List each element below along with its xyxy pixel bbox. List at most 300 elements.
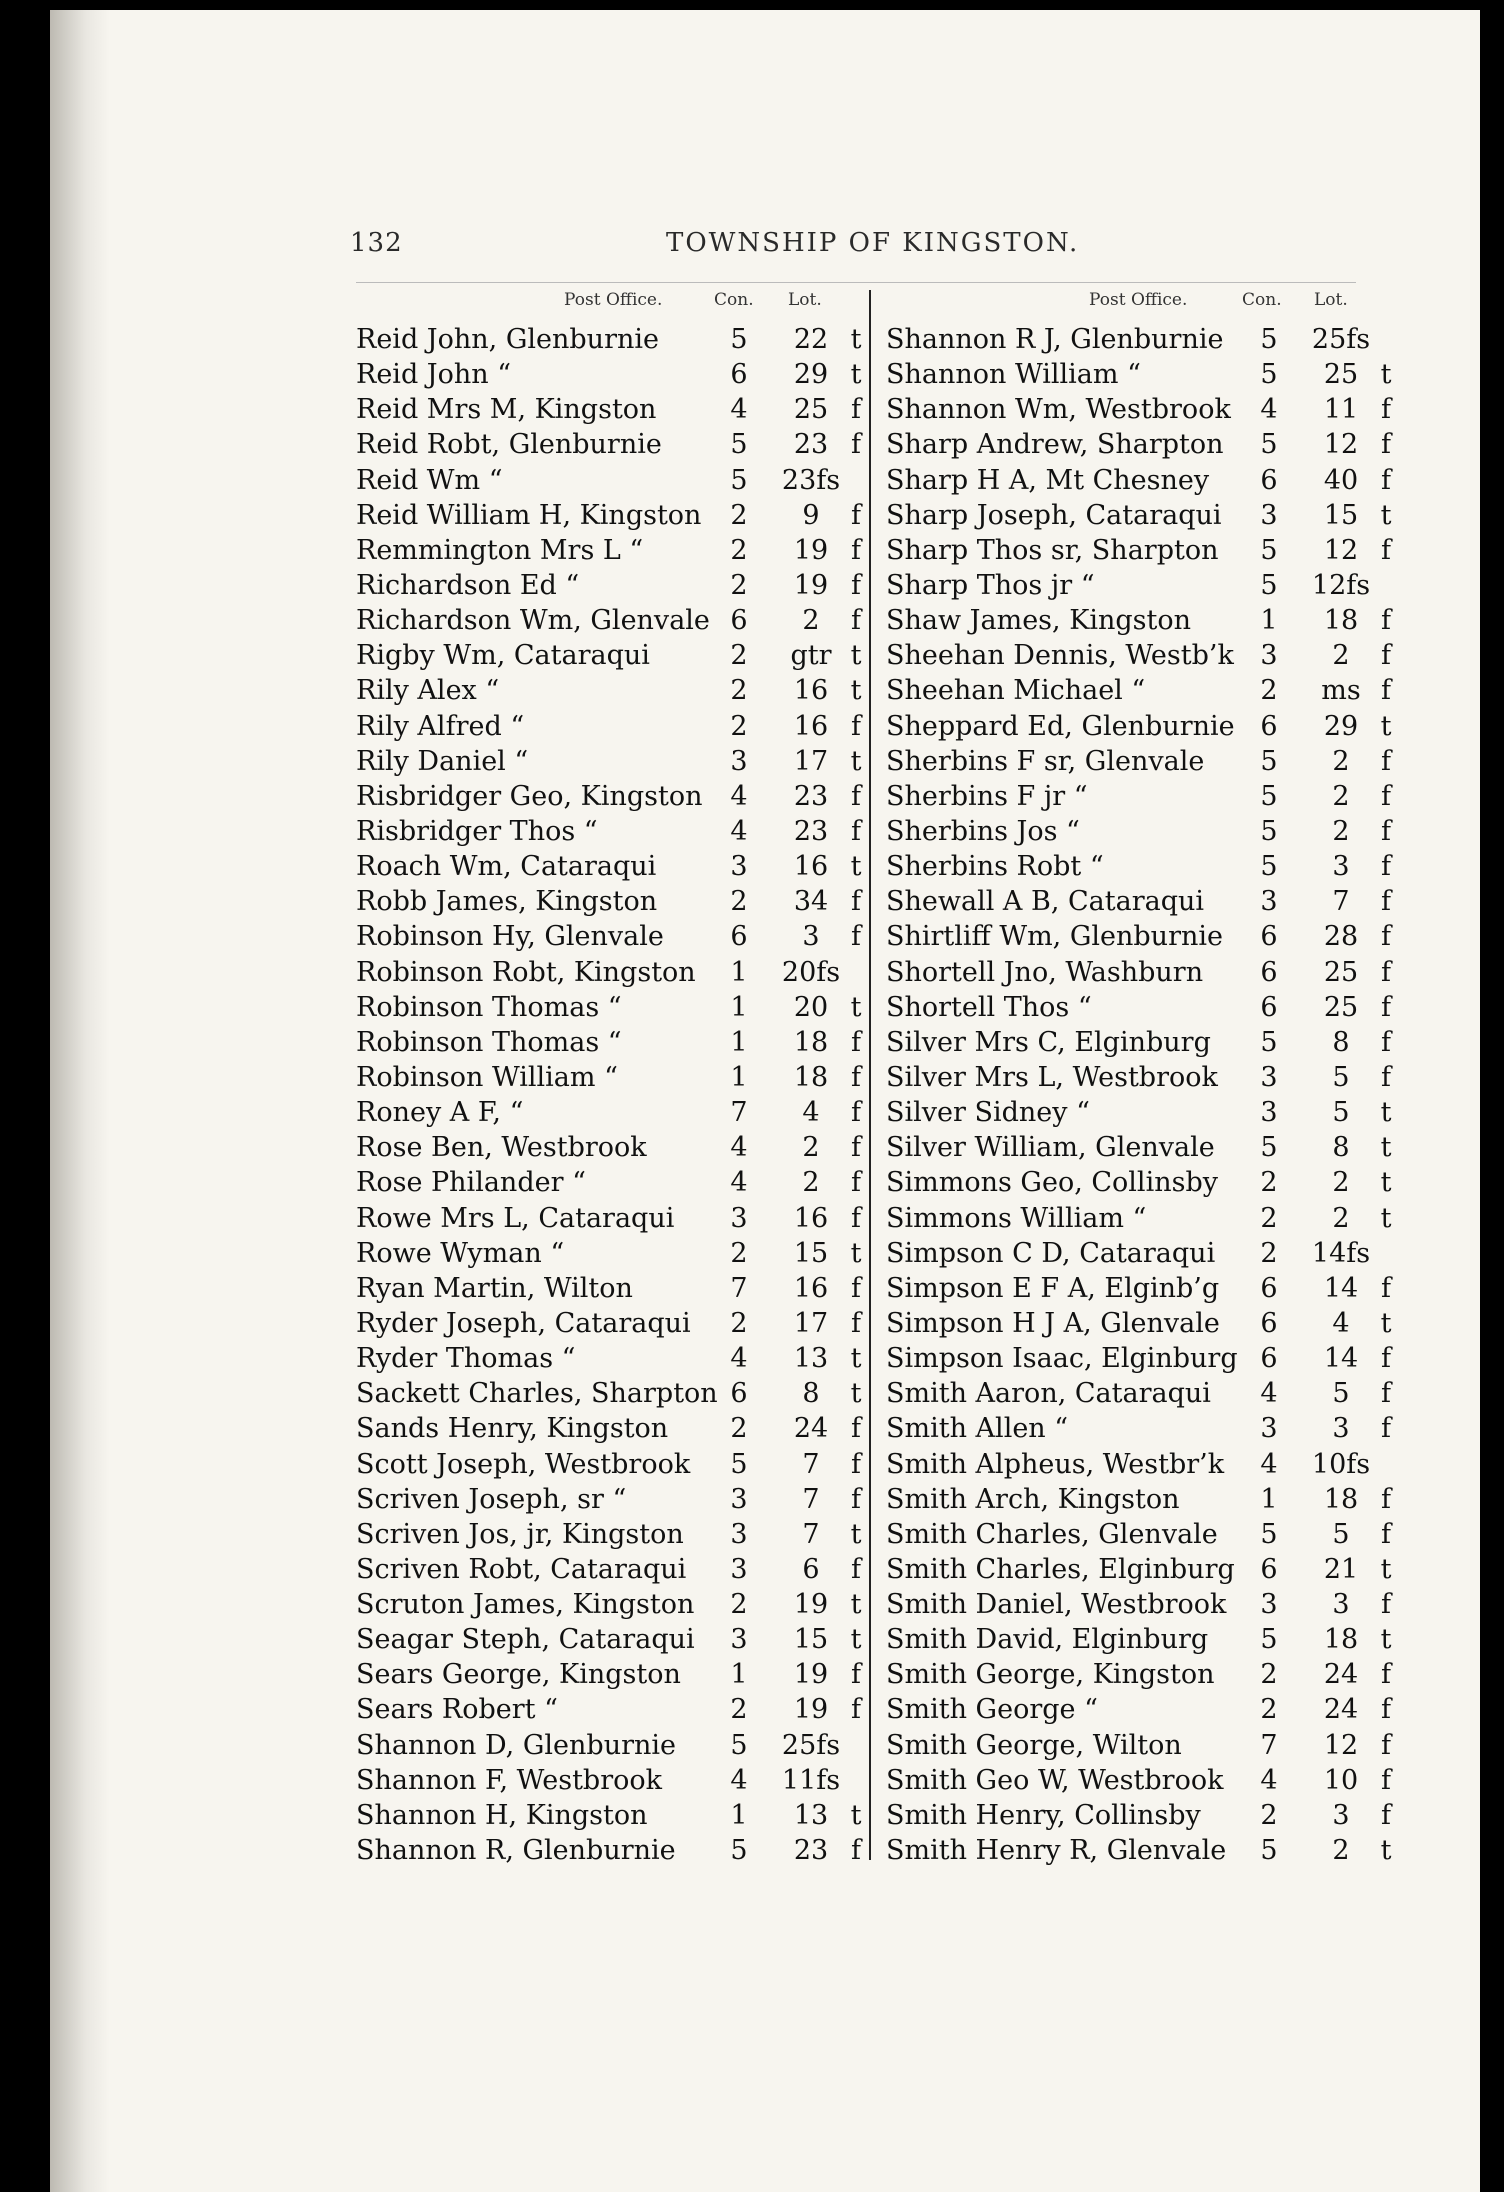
entry-type: f: [1381, 640, 1391, 672]
entry-con: 5: [1260, 780, 1278, 812]
entry-type: t: [850, 1799, 862, 1831]
entry-lot: 15: [793, 1624, 829, 1656]
entry-name: Silver Mrs C, Elginburg: [886, 1026, 1211, 1058]
directory-entry: [886, 357, 1394, 392]
entry-name: Risbridger Geo, Kingston: [356, 780, 703, 812]
entry-name: Scruton James, Kingston: [356, 1589, 695, 1621]
directory-entry: [886, 1482, 1394, 1517]
directory-entry: [886, 1341, 1394, 1376]
entry-type: t: [850, 1343, 862, 1375]
entry-type: f: [851, 815, 861, 847]
entry-name: Shirtliff Wm, Glenburnie: [886, 921, 1223, 953]
post-office-heading: Post Office.: [1089, 290, 1188, 310]
directory-entry: [886, 1165, 1394, 1200]
directory-entry: [886, 1833, 1394, 1868]
entry-lot: 25: [1323, 991, 1359, 1023]
entry-con: 1: [730, 1026, 748, 1058]
entry-type: t: [850, 1378, 862, 1410]
page-number: 132: [350, 228, 403, 258]
entry-type: t: [850, 324, 862, 355]
entry-type: t: [1380, 1624, 1392, 1656]
entry-lot: 24: [1323, 1694, 1359, 1726]
entry-con: 5: [730, 1835, 748, 1867]
entry-name: Scott Joseph, Westbrook: [356, 1448, 691, 1480]
directory-entry: [886, 1692, 1394, 1727]
entry-con: 5: [730, 464, 748, 496]
entry-type: f: [1381, 991, 1391, 1023]
entry-name: Shewall A B, Cataraqui: [886, 886, 1205, 918]
directory-entry: [356, 1728, 862, 1763]
entry-con: 3: [730, 1483, 748, 1515]
entry-type: f: [1381, 394, 1391, 426]
entry-name: Simpson C D, Cataraqui: [886, 1237, 1216, 1269]
entry-type: f: [1381, 1343, 1391, 1375]
entry-name: Smith Charles, Elginburg: [886, 1553, 1235, 1585]
entry-name: Rily Daniel “: [356, 745, 529, 777]
entry-con: 3: [730, 851, 748, 883]
entry-type: f: [1381, 1694, 1391, 1726]
entry-lot: 16: [793, 710, 829, 742]
directory-entry: [886, 1622, 1394, 1657]
entry-name: Rose Philander “: [356, 1167, 586, 1199]
entry-lot: 14fs: [1311, 1237, 1371, 1269]
entry-con: 1: [730, 991, 748, 1023]
directory-entry: [886, 603, 1394, 638]
entry-name: Robinson William “: [356, 1061, 618, 1093]
entry-lot: 3: [1332, 851, 1350, 883]
entry-lot: 8: [1332, 1026, 1350, 1058]
header-rule: [356, 282, 1356, 283]
directory-entry: [886, 744, 1394, 779]
left-column: [356, 286, 862, 1868]
entry-con: 7: [1260, 1729, 1278, 1761]
entry-name: Smith Aaron, Cataraqui: [886, 1378, 1211, 1410]
entry-con: 5: [1260, 534, 1278, 566]
directory-entry: [356, 1657, 862, 1692]
entry-type: f: [851, 710, 861, 742]
entry-name: Sackett Charles, Sharpton: [356, 1378, 718, 1410]
entry-con: 5: [1260, 1624, 1278, 1656]
entry-type: f: [1381, 534, 1391, 566]
directory-entry: [886, 1060, 1394, 1095]
entry-lot: 9: [802, 499, 820, 531]
directory-entry: [356, 1411, 862, 1446]
directory-entry: [886, 568, 1394, 603]
directory-entry: [356, 1376, 862, 1411]
directory-entry: [886, 1587, 1394, 1622]
entry-name: Shortell Jno, Washburn: [886, 956, 1204, 988]
directory-entry: [886, 1517, 1394, 1552]
entry-type: f: [851, 921, 861, 953]
entry-con: 2: [730, 886, 748, 918]
right-entry-list: [886, 322, 1394, 1868]
entry-type: f: [851, 780, 861, 812]
entry-type: t: [1380, 1097, 1392, 1129]
entry-type: f: [851, 429, 861, 461]
entry-con: 4: [730, 394, 748, 426]
page-header: [350, 228, 1500, 268]
entry-name: Scriven Joseph, sr “: [356, 1483, 627, 1515]
entry-type: f: [1381, 1799, 1391, 1831]
entry-type: f: [851, 1307, 861, 1339]
entry-name: Ryder Joseph, Cataraqui: [356, 1307, 691, 1339]
directory-entry: [886, 779, 1394, 814]
entry-name: Smith George, Kingston: [886, 1659, 1215, 1691]
entry-lot: 14: [1323, 1343, 1359, 1375]
con-heading: Con.: [1242, 290, 1282, 310]
entry-lot: 20: [793, 991, 829, 1023]
entry-lot: 18: [793, 1061, 829, 1093]
lot-heading: Lot.: [1314, 290, 1348, 310]
entry-lot: 2: [1332, 745, 1350, 777]
entry-con: 6: [1260, 1553, 1278, 1585]
entry-con: 3: [730, 1553, 748, 1585]
entry-name: Sharp Thos jr “: [886, 569, 1095, 601]
entry-type: f: [851, 1167, 861, 1199]
directory-entry: [356, 1201, 862, 1236]
entry-type: f: [851, 1553, 861, 1585]
entry-con: 5: [1260, 359, 1278, 391]
entry-con: 2: [1260, 1202, 1278, 1234]
entry-name: Robb James, Kingston: [356, 886, 658, 918]
entry-lot: 17: [793, 745, 829, 777]
entry-name: Smith Allen “: [886, 1413, 1069, 1445]
entry-name: Risbridger Thos “: [356, 815, 598, 847]
entry-name: Sands Henry, Kingston: [356, 1413, 669, 1445]
directory-entry: [356, 1130, 862, 1165]
entry-type: f: [851, 1202, 861, 1234]
entry-type: t: [850, 1237, 862, 1269]
entry-type: t: [1380, 359, 1392, 391]
entry-con: 5: [1260, 569, 1278, 601]
entry-lot: 23: [793, 1835, 829, 1867]
directory-entry: [886, 1201, 1394, 1236]
entry-con: 7: [730, 1097, 748, 1129]
directory-entry: [356, 322, 862, 357]
entry-type: f: [1381, 780, 1391, 812]
entry-type: f: [1381, 815, 1391, 847]
entry-con: 3: [1260, 1589, 1278, 1621]
directory-entry: [356, 673, 862, 708]
entry-type: f: [851, 1835, 861, 1867]
entry-lot: 2: [802, 1132, 820, 1164]
entry-lot: 12: [1323, 1729, 1359, 1761]
entry-name: Reid John “: [356, 359, 512, 391]
entry-name: Robinson Robt, Kingston: [356, 956, 696, 988]
entry-lot: 11: [1323, 394, 1359, 426]
entry-lot: 7: [802, 1483, 820, 1515]
directory-entry: [886, 955, 1394, 990]
entry-type: t: [850, 640, 862, 672]
entry-con: 4: [730, 1343, 748, 1375]
entry-lot: 2: [1332, 815, 1350, 847]
entry-name: Shannon F, Westbrook: [356, 1764, 662, 1796]
entry-type: f: [1381, 1061, 1391, 1093]
entry-type: f: [1381, 1589, 1391, 1621]
directory-entry: [356, 1763, 862, 1798]
entry-con: 6: [1260, 1307, 1278, 1339]
entry-con: 1: [1260, 1483, 1278, 1515]
entry-con: 2: [1260, 1694, 1278, 1726]
directory-entry: [886, 673, 1394, 708]
entry-con: 2: [730, 675, 748, 707]
entry-lot: 3: [1332, 1589, 1350, 1621]
entry-lot: 10: [1323, 1764, 1359, 1796]
directory-entry: [886, 392, 1394, 427]
entry-lot: 4: [802, 1097, 820, 1129]
directory-entry: [886, 1798, 1394, 1833]
entry-name: Rigby Wm, Cataraqui: [356, 640, 650, 672]
entry-lot: 23: [793, 780, 829, 812]
entry-name: Sherbins Robt “: [886, 851, 1104, 883]
entry-con: 6: [1260, 956, 1278, 988]
directory-entry: [886, 322, 1394, 357]
entry-con: 5: [730, 1448, 748, 1480]
entry-name: Simmons William “: [886, 1202, 1147, 1234]
entry-lot: 16: [793, 1272, 829, 1304]
entry-lot: 12: [1323, 429, 1359, 461]
entry-lot: 3: [802, 921, 820, 953]
directory-entry: [886, 1411, 1394, 1446]
entry-type: f: [1381, 1026, 1391, 1058]
entry-name: Sherbins Jos “: [886, 815, 1080, 847]
entry-con: 2: [1260, 675, 1278, 707]
entry-name: Sharp H A, Mt Chesney: [886, 464, 1210, 496]
entry-con: 6: [1260, 710, 1278, 742]
entry-con: 1: [730, 1799, 748, 1831]
directory-entry: [886, 1447, 1394, 1482]
entry-lot: 40: [1323, 464, 1359, 496]
directory-entry: [886, 533, 1394, 568]
page-binding: [50, 10, 110, 2192]
directory-entry: [356, 919, 862, 954]
entry-type: f: [851, 1413, 861, 1445]
directory-entry: [356, 1236, 862, 1271]
directory-entry: [356, 427, 862, 462]
entry-name: Sharp Andrew, Sharpton: [886, 429, 1224, 461]
entry-con: 6: [730, 359, 748, 391]
entry-name: Roney A F, “: [356, 1097, 524, 1129]
entry-lot: 5: [1332, 1378, 1350, 1410]
entry-type: t: [1380, 1553, 1392, 1585]
directory-entry: [356, 990, 862, 1025]
entry-lot: 25: [1323, 956, 1359, 988]
scan-border: [1480, 0, 1504, 2192]
entry-con: 4: [730, 1132, 748, 1164]
entry-name: Robinson Hy, Glenvale: [356, 921, 664, 953]
entry-lot: 19: [793, 1659, 829, 1691]
entry-name: Rowe Wyman “: [356, 1237, 565, 1269]
entry-name: Smith Daniel, Westbrook: [886, 1589, 1227, 1621]
entry-con: 6: [1260, 464, 1278, 496]
entry-name: Smith Arch, Kingston: [886, 1483, 1180, 1515]
entry-lot: 16: [793, 675, 829, 707]
entry-lot: 7: [1332, 886, 1350, 918]
entry-type: f: [1381, 1272, 1391, 1304]
entry-lot: 23: [793, 429, 829, 461]
entry-type: f: [851, 534, 861, 566]
entry-lot: 18: [1323, 1483, 1359, 1515]
entry-con: 5: [1260, 1026, 1278, 1058]
directory-entry: [886, 1236, 1394, 1271]
entry-type: t: [1380, 1202, 1392, 1234]
entry-name: Rose Ben, Westbrook: [356, 1132, 647, 1164]
entry-lot: 2: [1332, 1202, 1350, 1234]
entry-type: f: [851, 1026, 861, 1058]
entry-name: Shannon R J, Glenburnie: [886, 324, 1224, 355]
entry-lot: 11fs: [781, 1764, 841, 1796]
entry-lot: 22: [793, 324, 829, 355]
entry-con: 5: [1260, 815, 1278, 847]
entry-type: f: [851, 1061, 861, 1093]
entry-type: t: [850, 1589, 862, 1621]
entry-name: Reid Robt, Glenburnie: [356, 429, 662, 461]
entry-type: f: [1381, 1413, 1391, 1445]
directory-entry: [356, 849, 862, 884]
entry-name: Scriven Robt, Cataraqui: [356, 1553, 687, 1585]
entry-type: t: [1380, 1132, 1392, 1164]
directory-entry: [356, 1622, 862, 1657]
entry-name: Sheehan Dennis, Westb’k: [886, 640, 1234, 672]
entry-name: Rily Alex “: [356, 675, 500, 707]
entry-con: 4: [730, 1764, 748, 1796]
entry-name: Reid John, Glenburnie: [356, 324, 659, 355]
left-entry-list: [356, 322, 862, 1868]
entry-con: 3: [730, 1518, 748, 1550]
entry-name: Sheppard Ed, Glenburnie: [886, 710, 1235, 742]
entry-name: Silver William, Glenvale: [886, 1132, 1215, 1164]
entry-lot: 5: [1332, 1518, 1350, 1550]
entry-con: 2: [730, 1307, 748, 1339]
entry-lot: gtr: [790, 640, 832, 672]
directory-entry: [356, 1306, 862, 1341]
entry-lot: 28: [1323, 921, 1359, 953]
entry-type: t: [1380, 1167, 1392, 1199]
entry-lot: 12: [1323, 534, 1359, 566]
entry-type: f: [851, 1483, 861, 1515]
entry-lot: 19: [793, 1589, 829, 1621]
entry-name: Simpson E F A, Elginb’g: [886, 1272, 1220, 1304]
entry-lot: 8: [1332, 1132, 1350, 1164]
entry-con: 6: [1260, 991, 1278, 1023]
directory-entry: [356, 1271, 862, 1306]
entry-name: Sharp Joseph, Cataraqui: [886, 499, 1222, 531]
entry-name: Shannon William “: [886, 359, 1141, 391]
entry-lot: 2: [1332, 1835, 1350, 1867]
entry-name: Simmons Geo, Collinsby: [886, 1167, 1218, 1199]
entry-con: 7: [730, 1272, 748, 1304]
entry-name: Smith Alpheus, Westbr’k: [886, 1448, 1225, 1480]
entry-lot: 7: [802, 1518, 820, 1550]
entry-lot: 18: [1323, 1624, 1359, 1656]
entry-type: f: [1381, 464, 1391, 496]
entry-name: Smith Henry, Collinsby: [886, 1799, 1201, 1831]
entry-name: Silver Sidney “: [886, 1097, 1090, 1129]
entry-type: t: [1380, 710, 1392, 742]
directory-entry: [886, 919, 1394, 954]
entry-name: Reid Mrs M, Kingston: [356, 394, 657, 426]
directory-entry: [356, 814, 862, 849]
entry-name: Richardson Wm, Glenvale: [356, 605, 710, 637]
entry-con: 5: [1260, 324, 1278, 355]
entry-lot: 21: [1323, 1553, 1359, 1585]
entry-name: Sherbins F sr, Glenvale: [886, 745, 1205, 777]
directory-entry: [886, 1376, 1394, 1411]
entry-type: t: [1380, 1307, 1392, 1339]
entry-name: Smith Geo W, Westbrook: [886, 1764, 1224, 1796]
entry-con: 3: [730, 745, 748, 777]
entry-type: f: [851, 569, 861, 601]
entry-con: 2: [730, 1237, 748, 1269]
entry-name: Remmington Mrs L “: [356, 534, 644, 566]
entry-name: Smith George, Wilton: [886, 1729, 1182, 1761]
entry-con: 1: [730, 1061, 748, 1093]
entry-lot: 15: [793, 1237, 829, 1269]
entry-lot: 3: [1332, 1799, 1350, 1831]
entry-type: f: [1381, 1518, 1391, 1550]
entry-con: 4: [730, 780, 748, 812]
entry-name: Smith David, Elginburg: [886, 1624, 1209, 1656]
entry-con: 2: [730, 569, 748, 601]
entry-name: Seagar Steph, Cataraqui: [356, 1624, 695, 1656]
directory-entry: [886, 1271, 1394, 1306]
entry-name: Sheehan Michael “: [886, 675, 1146, 707]
entry-type: t: [850, 745, 862, 777]
entry-type: t: [850, 991, 862, 1023]
entry-type: f: [851, 886, 861, 918]
entry-lot: 16: [793, 1202, 829, 1234]
entry-name: Reid Wm “: [356, 464, 503, 496]
entry-con: 6: [730, 921, 748, 953]
directory-entry: [356, 709, 862, 744]
entry-lot: 19: [793, 569, 829, 601]
entry-type: f: [1381, 605, 1391, 637]
entry-type: f: [851, 1097, 861, 1129]
entry-lot: 2: [802, 605, 820, 637]
entry-con: 4: [1260, 1448, 1278, 1480]
directory-entry: [356, 1165, 862, 1200]
entry-lot: 6: [802, 1553, 820, 1585]
entry-type: t: [1380, 499, 1392, 531]
directory-entry: [886, 1763, 1394, 1798]
entry-type: t: [850, 1624, 862, 1656]
entry-con: 3: [730, 1624, 748, 1656]
entry-con: 5: [1260, 745, 1278, 777]
directory-entry: [356, 1587, 862, 1622]
entry-lot: 18: [1323, 605, 1359, 637]
entry-lot: 25fs: [781, 1729, 841, 1761]
entry-name: Simpson H J A, Glenvale: [886, 1307, 1220, 1339]
directory-entry: [356, 392, 862, 427]
page-title: TOWNSHIP OF KINGSTON.: [666, 228, 1080, 258]
directory-entry: [356, 498, 862, 533]
entry-con: 5: [1260, 1518, 1278, 1550]
entry-con: 3: [1260, 886, 1278, 918]
directory-entry: [356, 1482, 862, 1517]
entry-con: 5: [1260, 1132, 1278, 1164]
entry-lot: 25: [1323, 359, 1359, 391]
entry-con: 3: [730, 1202, 748, 1234]
left-column-header: [356, 286, 862, 322]
entry-name: Smith Henry R, Glenvale: [886, 1835, 1227, 1867]
entry-name: Ryan Martin, Wilton: [356, 1272, 633, 1304]
entry-con: 2: [1260, 1799, 1278, 1831]
entry-name: Richardson Ed “: [356, 569, 580, 601]
entry-lot: 15: [1323, 499, 1359, 531]
post-office-heading: Post Office.: [564, 290, 663, 310]
directory-entry: [356, 884, 862, 919]
entry-con: 4: [730, 815, 748, 847]
